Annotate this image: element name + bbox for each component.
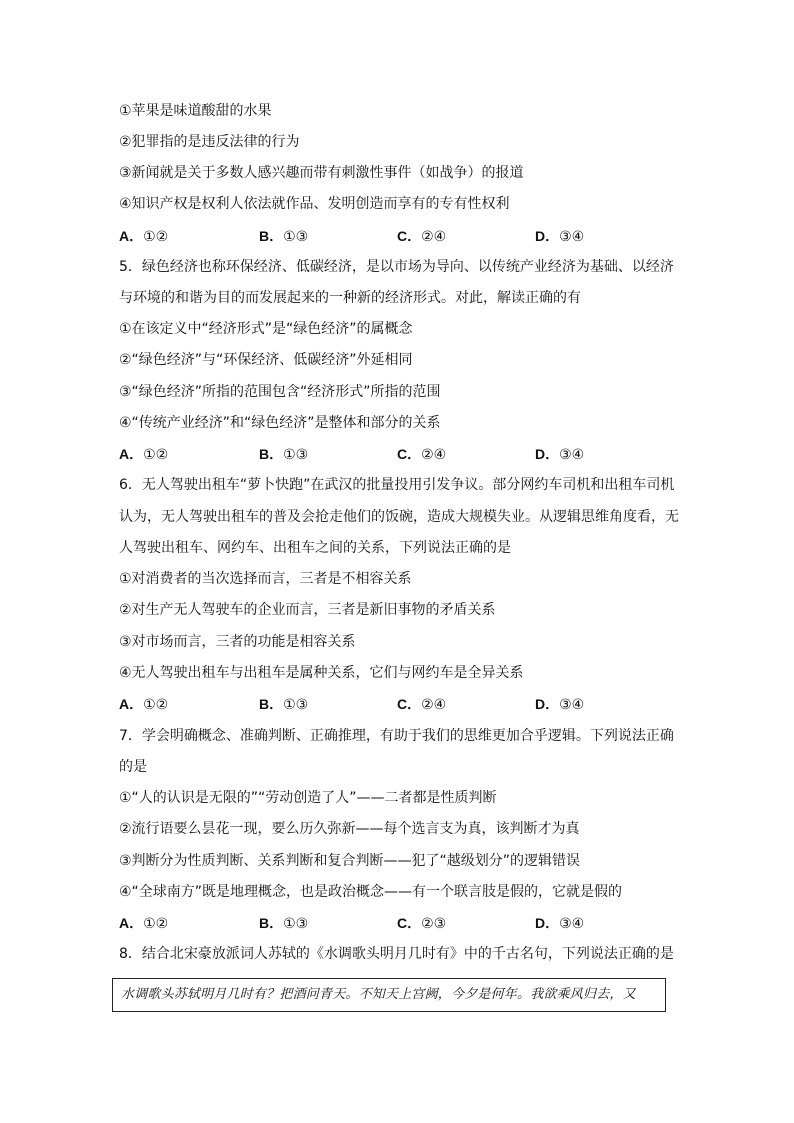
option-label: C． — [397, 228, 422, 244]
option-value: ①③ — [283, 916, 309, 932]
q6-option-c — [397, 694, 446, 715]
q6-option-a — [119, 694, 168, 715]
option-value: ①③ — [283, 447, 309, 463]
option-label: B． — [259, 696, 284, 712]
poem-text: 水调歌头苏轼明月几时有？把酒问青天。不知天上宫阙，今夕是何年。我欲乘风归去，又 — [121, 987, 636, 1002]
q4-option-b — [259, 226, 308, 247]
q5-item-3: ③“绿色经济”所指的范围包含“经济形式”所指的范围 — [119, 384, 441, 400]
q7-option-b — [259, 913, 308, 934]
q6-stem-line-3: 人驾驶出租车、网约车、出租车之间的关系，下列说法正确的是 — [119, 540, 511, 556]
option-label: B． — [259, 228, 284, 244]
q4-option-d — [535, 226, 584, 247]
q7-option-a — [119, 913, 168, 934]
q6-option-d — [535, 694, 584, 715]
option-value: ①② — [143, 229, 169, 245]
q5-stem-line-1: 5．绿色经济也称环保经济、低碳经济，是以市场为导向、以传统产业经济为基础、以经济 — [119, 259, 674, 275]
q6-item-4: ④无人驾驶出租车与出租车是属种关系，它们与网约车是全异关系 — [119, 665, 524, 681]
option-value: ①② — [143, 447, 169, 463]
q4-options — [119, 226, 639, 246]
option-value: ①③ — [283, 229, 309, 245]
q6-option-b — [259, 694, 308, 715]
q4-item-4: ④知识产权是权利人依法就作品、发明创造而享有的专有性权利 — [119, 196, 510, 212]
q5-option-c — [397, 444, 446, 465]
option-label: D． — [535, 696, 560, 712]
option-value: ③④ — [559, 447, 585, 463]
option-label: D． — [535, 228, 560, 244]
option-label: C． — [397, 446, 422, 462]
q5-item-2: ②“绿色经济”与“环保经济、低碳经济”外延相同 — [119, 352, 413, 368]
option-value: ③④ — [559, 916, 585, 932]
q7-item-3: ③判断分为性质判断、关系判断和复合判断——犯了“越级划分”的逻辑错误 — [119, 853, 581, 869]
q6-stem-line-1: 6．无人驾驶出租车“萝卜快跑”在武汉的批量投用引发争议。部分网约车司机和出租车司机 — [119, 477, 675, 493]
q4-item-3: ③新闻就是关于多数人感兴趣而带有刺激性事件（如战争）的报道 — [119, 165, 524, 181]
q7-option-d — [535, 913, 584, 934]
option-label: C． — [397, 696, 422, 712]
q4-option-a — [119, 226, 168, 247]
q6-options — [119, 694, 639, 714]
q8-stem: 8．结合北宋豪放派词人苏轼的《水调歌头明月几时有》中的千古名句，下列说法正确的是 — [119, 946, 674, 962]
poem-box — [112, 978, 666, 1012]
q4-item-1: ①苹果是味道酸甜的水果 — [119, 103, 272, 119]
option-value: ②④ — [421, 447, 447, 463]
option-label: B． — [259, 915, 284, 931]
option-label: A． — [119, 228, 144, 244]
option-label: D． — [535, 915, 560, 931]
option-value: ②③ — [421, 916, 447, 932]
option-label: C． — [397, 915, 422, 931]
q5-option-b — [259, 444, 308, 465]
q7-stem-line-2: 的是 — [119, 759, 147, 775]
q7-stem-line-1: 7．学会明确概念、准确判断、正确推理，有助于我们的思维更加合乎逻辑。下列说法正确 — [119, 728, 674, 744]
q4-option-c — [397, 226, 446, 247]
option-value: ③④ — [559, 229, 585, 245]
option-value: ②④ — [421, 229, 447, 245]
q7-options — [119, 913, 639, 933]
option-label: D． — [535, 446, 560, 462]
q7-item-2: ②流行语要么昙花一现，要么历久弥新——每个选言支为真，该判断才为真 — [119, 821, 580, 837]
q7-item-4: ④“全球南方”既是地理概念，也是政治概念——有一个联言肢是假的，它就是假的 — [119, 884, 623, 900]
option-value: ②④ — [421, 697, 447, 713]
q6-stem-line-2: 认为，无人驾驶出租车的普及会抢走他们的饭碗，造成大规模失业。从逻辑思维角度看，无 — [119, 509, 679, 525]
option-label: B． — [259, 446, 284, 462]
q6-item-2: ②对生产无人驾驶车的企业而言，三者是新旧事物的矛盾关系 — [119, 602, 496, 618]
option-label: A． — [119, 696, 144, 712]
q6-item-3: ③对市场而言，三者的功能是相容关系 — [119, 634, 356, 650]
q7-item-1: ①“人的认识是无限的”“劳动创造了人”——二者都是性质判断 — [119, 790, 497, 806]
q5-options — [119, 444, 639, 464]
option-value: ①② — [143, 916, 169, 932]
q6-item-1: ①对消费者的当次选择而言，三者是不相容关系 — [119, 571, 412, 587]
option-value: ③④ — [559, 697, 585, 713]
option-value: ①② — [143, 697, 169, 713]
q5-option-a — [119, 444, 168, 465]
q4-item-2: ②犯罪指的是违反法律的行为 — [119, 134, 300, 150]
option-value: ①③ — [283, 697, 309, 713]
option-label: A． — [119, 915, 144, 931]
q5-stem-line-2: 与环境的和谐为目的而发展起来的一种新的经济形式。对此，解读正确的有 — [119, 290, 581, 306]
q7-option-c — [397, 913, 446, 934]
option-label: A． — [119, 446, 144, 462]
q5-option-d — [535, 444, 584, 465]
q5-item-1: ①在该定义中“经济形式”是“绿色经济”的属概念 — [119, 321, 413, 337]
q5-item-4: ④“传统产业经济”和“绿色经济”是整体和部分的关系 — [119, 415, 441, 431]
